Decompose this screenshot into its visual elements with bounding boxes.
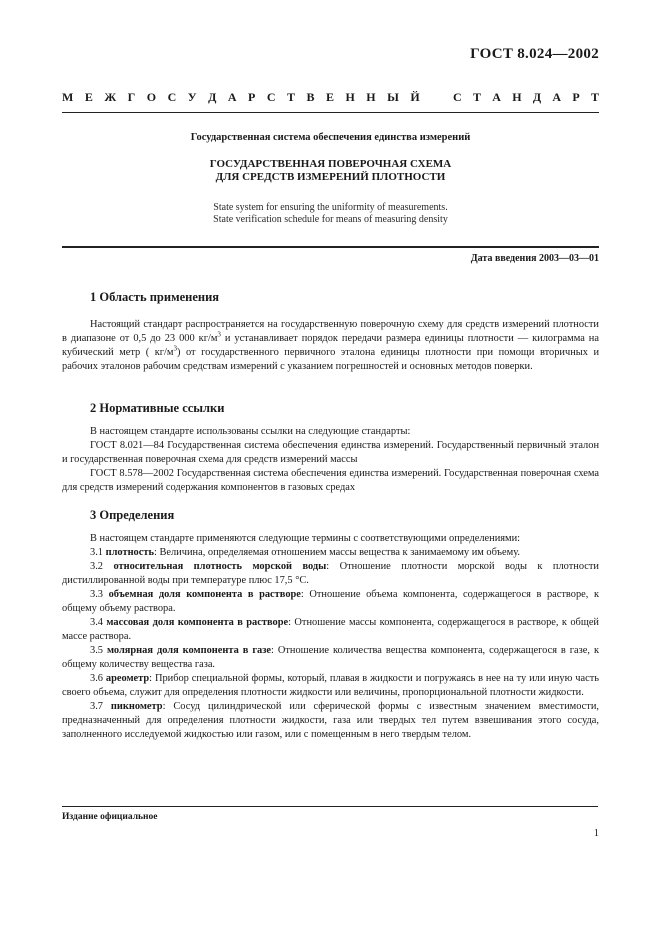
english-title-line: State system for ensuring the uniformity of measurements. <box>213 202 448 213</box>
banner-letter: Е <box>84 90 93 104</box>
banner-letter: Н <box>345 90 355 104</box>
system-title: Государственная система обеспечения единства измерений <box>190 132 471 143</box>
definition-text: : Отношение количества вещества компонента, содержащегося в газе, к общему количеству вещества газа. <box>62 645 599 670</box>
section-2-heading: 2 Нормативные ссылки <box>90 401 225 415</box>
banner-letter: М <box>62 90 74 104</box>
banner-letter: Д <box>532 90 542 104</box>
definition-text: : Отношение объема компонента, содержащегося в растворе, к общему объему раствора. <box>62 589 599 614</box>
section-1-body <box>62 318 599 374</box>
english-title-line: State verification schedule for means of measuring density <box>213 214 448 225</box>
definition-number: 3.3 <box>90 589 109 600</box>
banner-letter: Т <box>286 90 295 104</box>
text: Настоящий стандарт распространяется на государственную поверочную схему для средств измерений плотности в диапазоне от 0,5 до 23 000 кг/м <box>62 319 599 344</box>
official-edition-label: Издание официальное <box>62 812 158 822</box>
banner-word-standard <box>453 90 599 105</box>
banner-letter: Р <box>247 90 256 104</box>
definition-term: относительная плотность морской воды <box>113 561 327 572</box>
banner-letter: А <box>492 90 501 104</box>
definition-term: плотность <box>105 547 154 558</box>
paragraph: В настоящем стандарте применяются следующие термины с соответствующими определениями: <box>90 533 521 544</box>
paragraph: ГОСТ 8.021—84 Государственная система обеспечения единства измерений. Государственный первичный эталон и государственная поверочная схема для средств измерений массы <box>62 440 599 465</box>
banner-letter: Ы <box>387 90 399 104</box>
definition-text: : Прибор специальной формы, который, плавая в жидкости и погружаясь в нее на ту или иную часть своего объема, служит для определения плотности жидкости или величины, пропорциональной плотности жидкости. <box>62 673 599 698</box>
banner-word-interstate <box>62 90 420 105</box>
superscript: 3 <box>173 344 177 353</box>
definition-item <box>62 560 599 588</box>
english-title <box>62 202 599 226</box>
paragraph <box>62 318 599 374</box>
banner-letter: Р <box>572 90 580 104</box>
definition-item <box>62 700 599 742</box>
page-number: 1 <box>593 828 599 839</box>
banner-letter: Н <box>366 90 376 104</box>
banner-letter: У <box>187 90 197 104</box>
banner-letter: В <box>306 90 315 104</box>
definition-text: : Отношение массы компонента, содержащегося в растворе, к общей массе раствора. <box>62 617 599 642</box>
definition-item <box>62 588 599 616</box>
banner-letter: Т <box>472 90 481 104</box>
banner-letter: А <box>227 90 237 104</box>
banner-letter: Н <box>512 90 522 104</box>
section-1-heading: 1 Область применения <box>90 290 220 304</box>
definition-term: объемная доля компонента в растворе <box>108 589 301 600</box>
footer-divider <box>62 806 598 807</box>
definition-term: массовая доля компонента в растворе <box>106 617 289 628</box>
banner-letter: О <box>146 90 157 104</box>
document-number: ГОСТ 8.024—2002 <box>470 46 599 62</box>
definition-text: : Отношение плотности морской воды к плотности дистиллированной воды при температуре плюс 17,5 °С. <box>62 561 599 586</box>
text: и устанавливает порядок передачи размера единицы плотности — килограмма на кубический метр ( кг/м <box>62 333 599 358</box>
definition-number: 3.4 <box>90 617 107 628</box>
banner-letter: С <box>167 90 177 104</box>
superscript: 3 <box>217 330 221 339</box>
banner-letter: Й <box>410 90 420 104</box>
definition-text: : Величина, определяемая отношением массы вещества к занимаемому им объему. <box>153 547 520 558</box>
main-title-line: ДЛЯ СРЕДСТВ ИЗМЕРЕНИЙ ПЛОТНОСТИ <box>215 171 446 183</box>
title-divider <box>62 246 599 248</box>
paragraph: В настоящем стандарте использованы ссылки на следующие стандарты: <box>90 426 411 437</box>
banner-letter: Т <box>590 90 599 104</box>
banner-letter: Г <box>127 90 136 104</box>
definition-term: пикнометр <box>110 701 163 712</box>
paragraph: ГОСТ 8.578—2002 Государственная система обеспечения единства измерений. Государственная поверочная схема для средств измерений содержания компонентов в газовых средах <box>62 468 599 493</box>
section-2-body <box>62 425 599 495</box>
definition-term: ареометр <box>105 673 150 684</box>
definition-term: молярная доля компонента в газе <box>106 645 272 656</box>
definition-item <box>62 672 599 700</box>
banner-letter: С <box>266 90 276 104</box>
header-divider <box>62 112 599 113</box>
section-3-heading: 3 Определения <box>90 508 175 522</box>
text: ) от государственного первичного эталона единицы плотности при помощи вторичных и рабочих эталонов рабочим средствам измерений с указанием погрешностей и основных методов поверки. <box>62 347 600 372</box>
definition-number: 3.5 <box>90 645 107 656</box>
definition-number: 3.7 <box>90 701 111 712</box>
main-title-line: ГОСУДАРСТВЕННАЯ ПОВЕРОЧНАЯ СХЕМА <box>209 158 452 170</box>
definition-text: : Сосуд цилиндрической или сферической формы с известным значением вместимости, предназначенный для определения плотности жидкости, газа или твердых тел путем взвешивания этого сосуда, заполненного исследуемой жидкостью или газом, или с помещенным в него твердым телом. <box>62 701 599 740</box>
main-title <box>62 158 599 184</box>
definition-number: 3.1 <box>90 547 106 558</box>
banner-letter: С <box>453 90 462 104</box>
banner-letter: Е <box>325 90 334 104</box>
banner-letter: А <box>552 90 562 104</box>
interstate-standard-banner <box>62 90 599 105</box>
definition-item <box>62 546 599 560</box>
definition-number: 3.6 <box>90 673 106 684</box>
introduction-date: Дата введения 2003—03—01 <box>470 253 599 264</box>
definition-item <box>62 644 599 672</box>
section-3-body <box>62 532 599 742</box>
banner-letter: Ж <box>104 90 117 104</box>
banner-letter: Д <box>208 90 217 104</box>
definition-number: 3.2 <box>90 561 114 572</box>
definition-item <box>62 616 599 644</box>
